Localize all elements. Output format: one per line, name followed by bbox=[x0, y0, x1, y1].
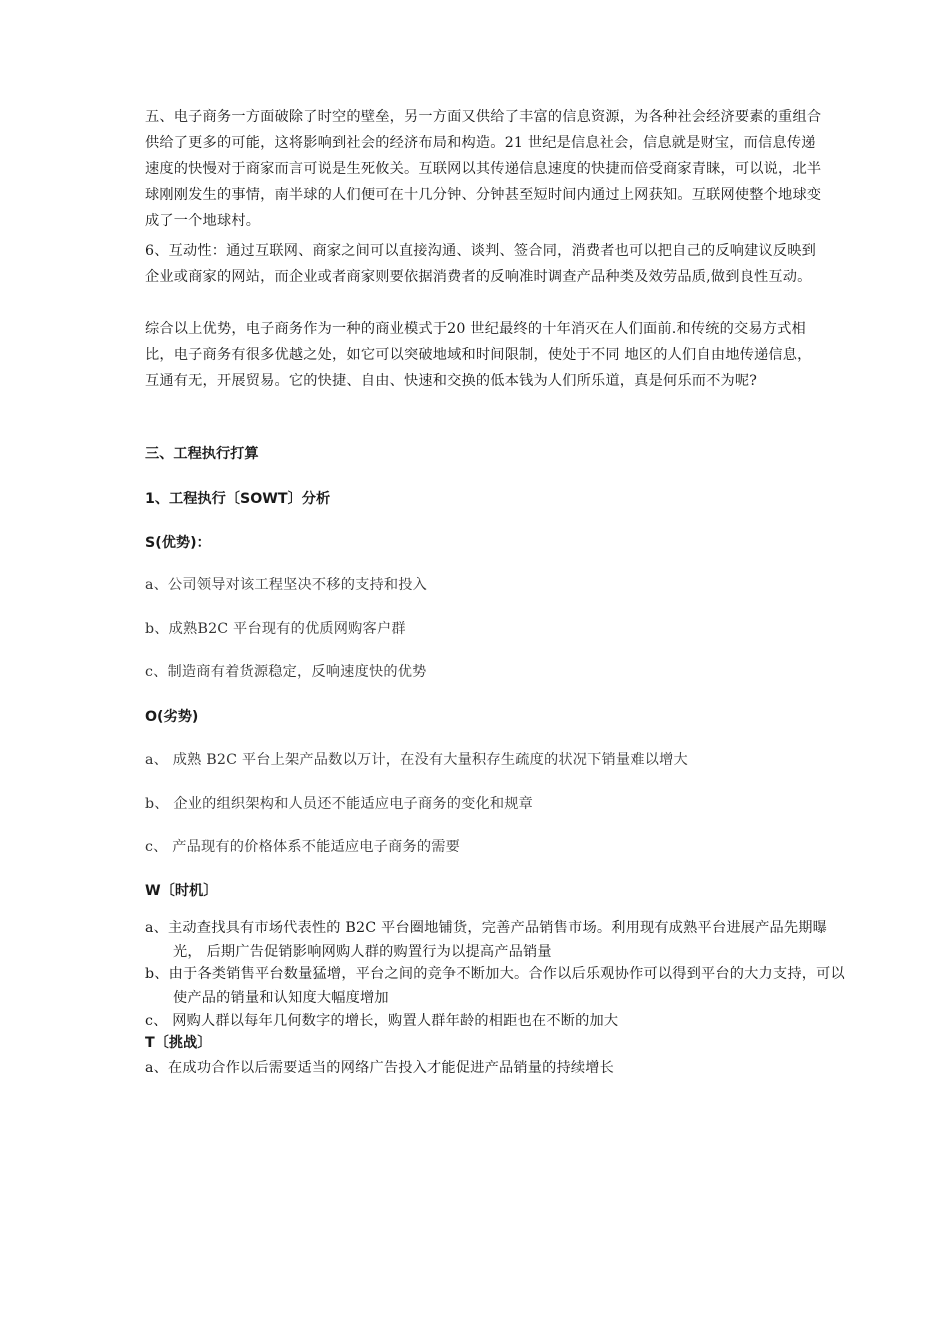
weaknesses-heading: O(劣势) bbox=[145, 709, 199, 725]
opportunity-item-b: b、由于各类销售平台数量猛增，平台之间的竞争不断加大。合作以后乐观协作可以得到平台的大力支持，可以使产品的销量和认知度大幅度增加 bbox=[145, 966, 845, 1006]
threat-item-a: a、在成功合作以后需要适当的网络广告投入才能促进产品销量的持续增长 bbox=[145, 1060, 615, 1076]
threats-heading: T〔挑战〕 bbox=[145, 1035, 212, 1051]
weakness-item-c: c、 产品现有的价格体系不能适应电子商务的需要 bbox=[145, 839, 460, 855]
paragraph-interactivity: 6、互动性：通过互联网、商家之间可以直接沟通、谈判、签合同，消费者也可以把自己的反响建议反映到企业或商家的网站，而企业或者商家则要依据消费者的反响准时调查产品种类及效劳品质,做到良性互动。 bbox=[145, 243, 817, 285]
swot-analysis-heading: 1、工程执行〔SOWT〕分析 bbox=[145, 491, 331, 507]
section-three-heading: 三、工程执行打算 bbox=[145, 446, 259, 462]
strength-item-b: b、成熟B2C 平台现有的优质网购客户群 bbox=[145, 621, 406, 637]
opportunity-item-a: a、主动查找具有市场代表性的 B2C 平台圈地铺货，完善产品销售市场。利用现有成熟平台进展产品先期曝光， 后期广告促销影响网购人群的购置行为以提高产品销量 bbox=[145, 920, 828, 960]
opportunities-heading: W〔时机〕 bbox=[145, 883, 218, 899]
strength-item-a: a、公司领导对该工程坚决不移的支持和投入 bbox=[145, 577, 428, 593]
weakness-item-b: b、 企业的组织架构和人员还不能适应电子商务的变化和规章 bbox=[145, 796, 534, 812]
strength-item-c: c、制造商有着货源稳定，反响速度快的优势 bbox=[145, 664, 427, 680]
paragraph-five: 五、电子商务一方面破除了时空的壁垒，另一方面又供给了丰富的信息资源，为各种社会经济要素的重组合供给了更多的可能，这将影响到社会的经济布局和构造。21 世纪是信息社会，信息就是财宝，而信息传递速度的快慢对于商家而言可说是生死攸关。互联网以其传递信息速度的快捷而倍受商家青睐，可以说，北半球刚刚发生的事情，南半球的人们便可在十几分钟、分钟甚至短时间内通过上网获知。互联网使整个地球变成了一个地球村。 bbox=[145, 109, 822, 229]
opportunity-item-c: c、 网购人群以每年几何数字的增长，购置人群年龄的相距也在不断的加大 bbox=[145, 1013, 619, 1029]
strengths-heading: S(优势)： bbox=[145, 535, 211, 551]
weakness-item-a: a、 成熟 B2C 平台上架产品数以万计，在没有大量积存生疏度的状况下销量难以增大 bbox=[145, 752, 688, 768]
paragraph-summary: 综合以上优势，电子商务作为一种的商业模式于20 世纪最终的十年消灭在人们面前.和传统的交易方式相比，电子商务有很多优越之处，如它可以突破地域和时间限制，使处于不同 地区的人们自由地传递信息，互通有无，开展贸易。它的快捷、自由、快速和交换的低本钱为人们所乐道，真是何乐而不为呢? bbox=[145, 321, 812, 389]
